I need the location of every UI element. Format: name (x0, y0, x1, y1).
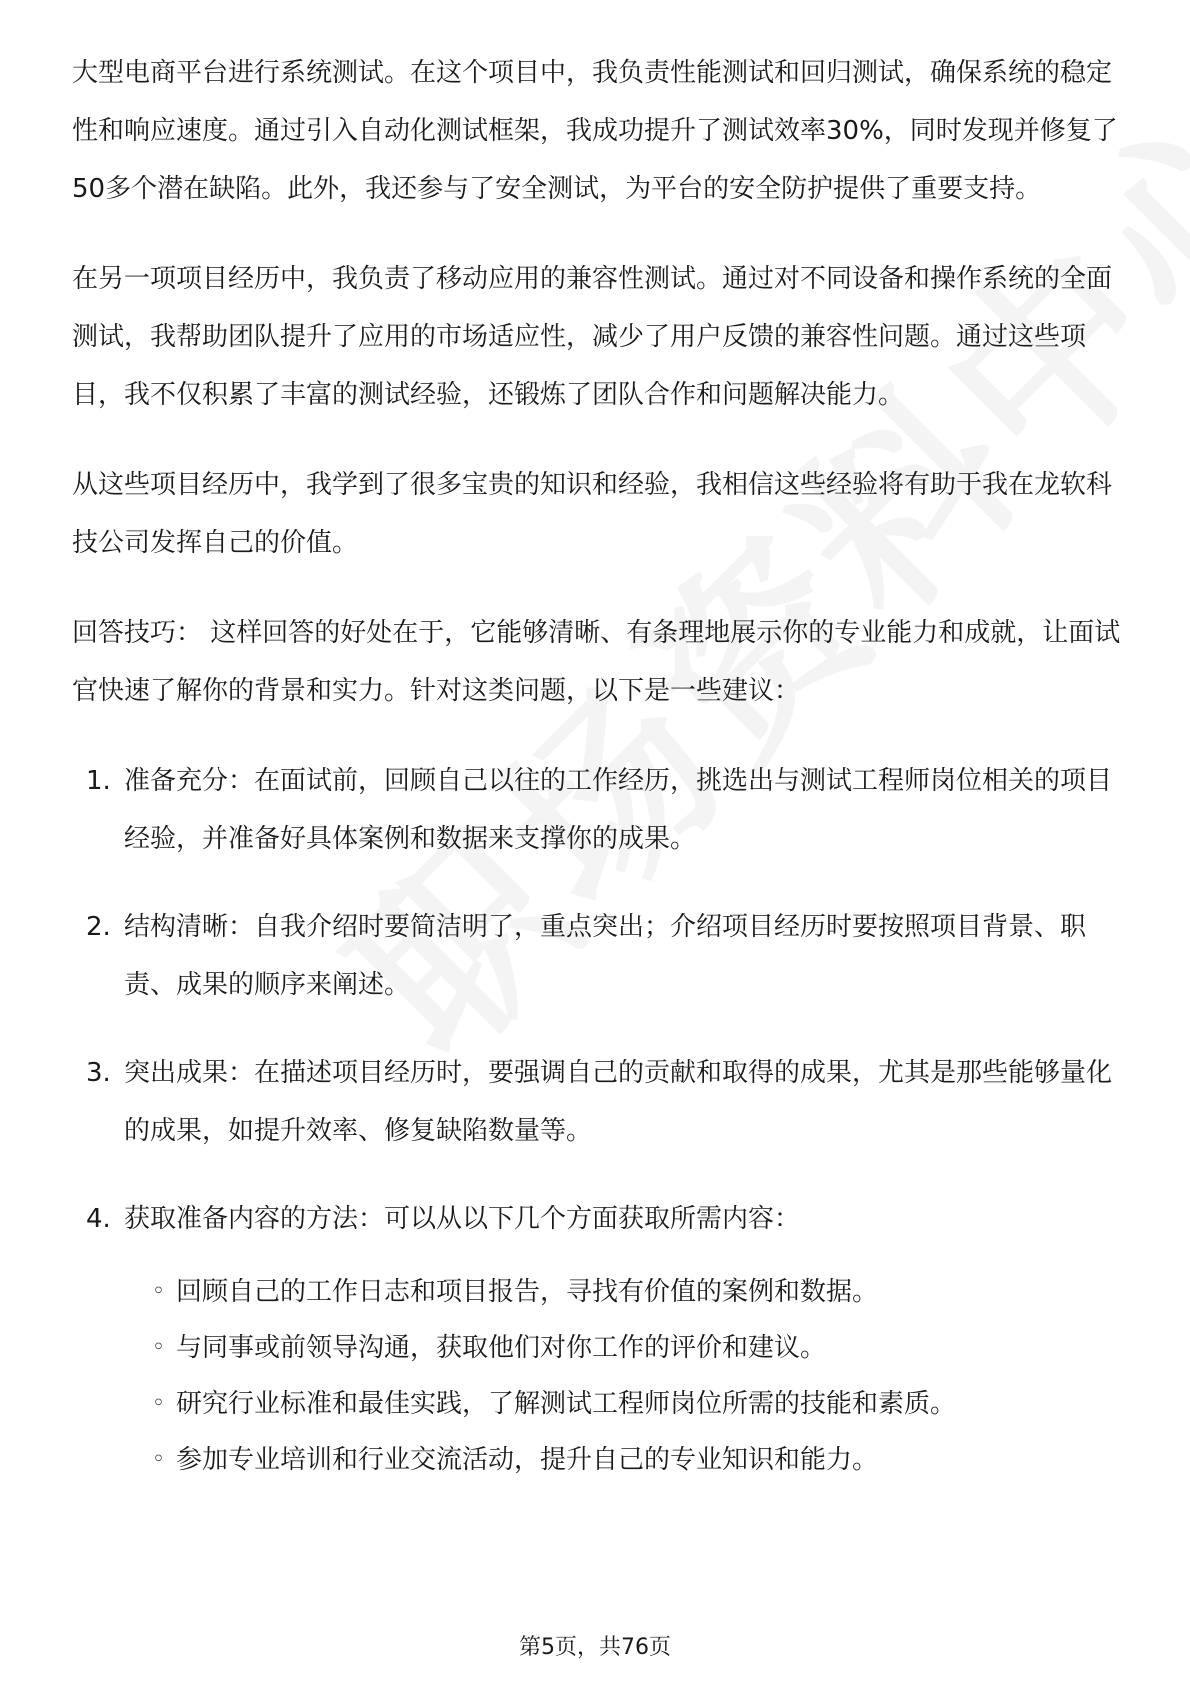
list-item (72, 752, 1122, 868)
page-number: 第5页，共76页 (519, 1635, 671, 1660)
sub-list-item-text: 与同事或前领导沟通，获取他们对你工作的评价和建议。 (176, 1333, 827, 1363)
bullet-icon: ◦ (152, 1335, 165, 1360)
list-item (72, 898, 1122, 1014)
list-item-text: 结构清晰：自我介绍时要简洁明了，重点突出；介绍项目经历时要按照项目背景、职责、成果的顺序来阐述。 (124, 912, 1087, 1000)
sub-list (124, 1264, 1122, 1488)
sub-list-item-text: 研究行业标准和最佳实践，了解测试工程师岗位所需的技能和素质。 (176, 1389, 957, 1419)
sub-list-item (124, 1264, 1122, 1320)
paragraph-3: 从这些项目经历中，我学到了很多宝贵的知识和经验，我相信这些经验将有助于我在龙软科技公司发挥自己的价值。 (72, 470, 1113, 558)
list-item (72, 1044, 1122, 1160)
paragraph-2: 在另一项项目经历中，我负责了移动应用的兼容性测试。通过对不同设备和操作系统的全面测试，我帮助团队提升了应用的市场适应性，减少了用户反馈的兼容性问题。通过这些项目，我不仅积累了丰富的测试经验，还锻炼了团队合作和问题解决能力。 (72, 264, 1113, 410)
list-item-text: 突出成果：在描述项目经历时，要强调自己的贡献和取得的成果，尤其是那些能够量化的成果，如提升效率、修复缺陷数量等。 (124, 1058, 1113, 1146)
paragraph-1: 大型电商平台进行系统测试。在这个项目中，我负责性能测试和回归测试，确保系统的稳定性和响应速度。通过引入自动化测试框架，我成功提升了测试效率30%，同时发现并修复了50多个潜在缺陷。此外，我还参与了安全测试，为平台的安全防护提供了重要支持。 (72, 58, 1118, 204)
bullet-icon: ◦ (152, 1279, 165, 1304)
list-item-text: 获取准备内容的方法：可以从以下几个方面获取所需内容： (124, 1204, 801, 1234)
sub-list-item (124, 1432, 1122, 1488)
list-number: 1. (86, 766, 111, 796)
sub-list-item-text: 参加专业培训和行业交流活动，提升自己的专业知识和能力。 (176, 1445, 879, 1475)
list-number: 2. (86, 912, 111, 942)
bullet-icon: ◦ (152, 1391, 165, 1416)
list-item (72, 1190, 1122, 1488)
list-item-text: 准备充分：在面试前，回顾自己以往的工作经历，挑选出与测试工程师岗位相关的项目经验，并准备好具体案例和数据来支撑你的成果。 (124, 766, 1113, 854)
sub-list-item (124, 1376, 1122, 1432)
tips-list (72, 752, 1122, 1488)
bullet-icon: ◦ (152, 1447, 165, 1472)
list-number: 3. (86, 1058, 111, 1088)
answer-tips-intro: 回答技巧： 这样回答的好处在于，它能够清晰、有条理地展示你的专业能力和成就，让面试官快速了解你的背景和实力。针对这类问题，以下是一些建议： (72, 618, 1121, 706)
sub-list-item-text: 回顾自己的工作日志和项目报告，寻找有价值的案例和数据。 (176, 1277, 879, 1307)
sub-list-item (124, 1320, 1122, 1376)
document-body (72, 44, 1122, 1518)
list-number: 4. (86, 1204, 111, 1234)
